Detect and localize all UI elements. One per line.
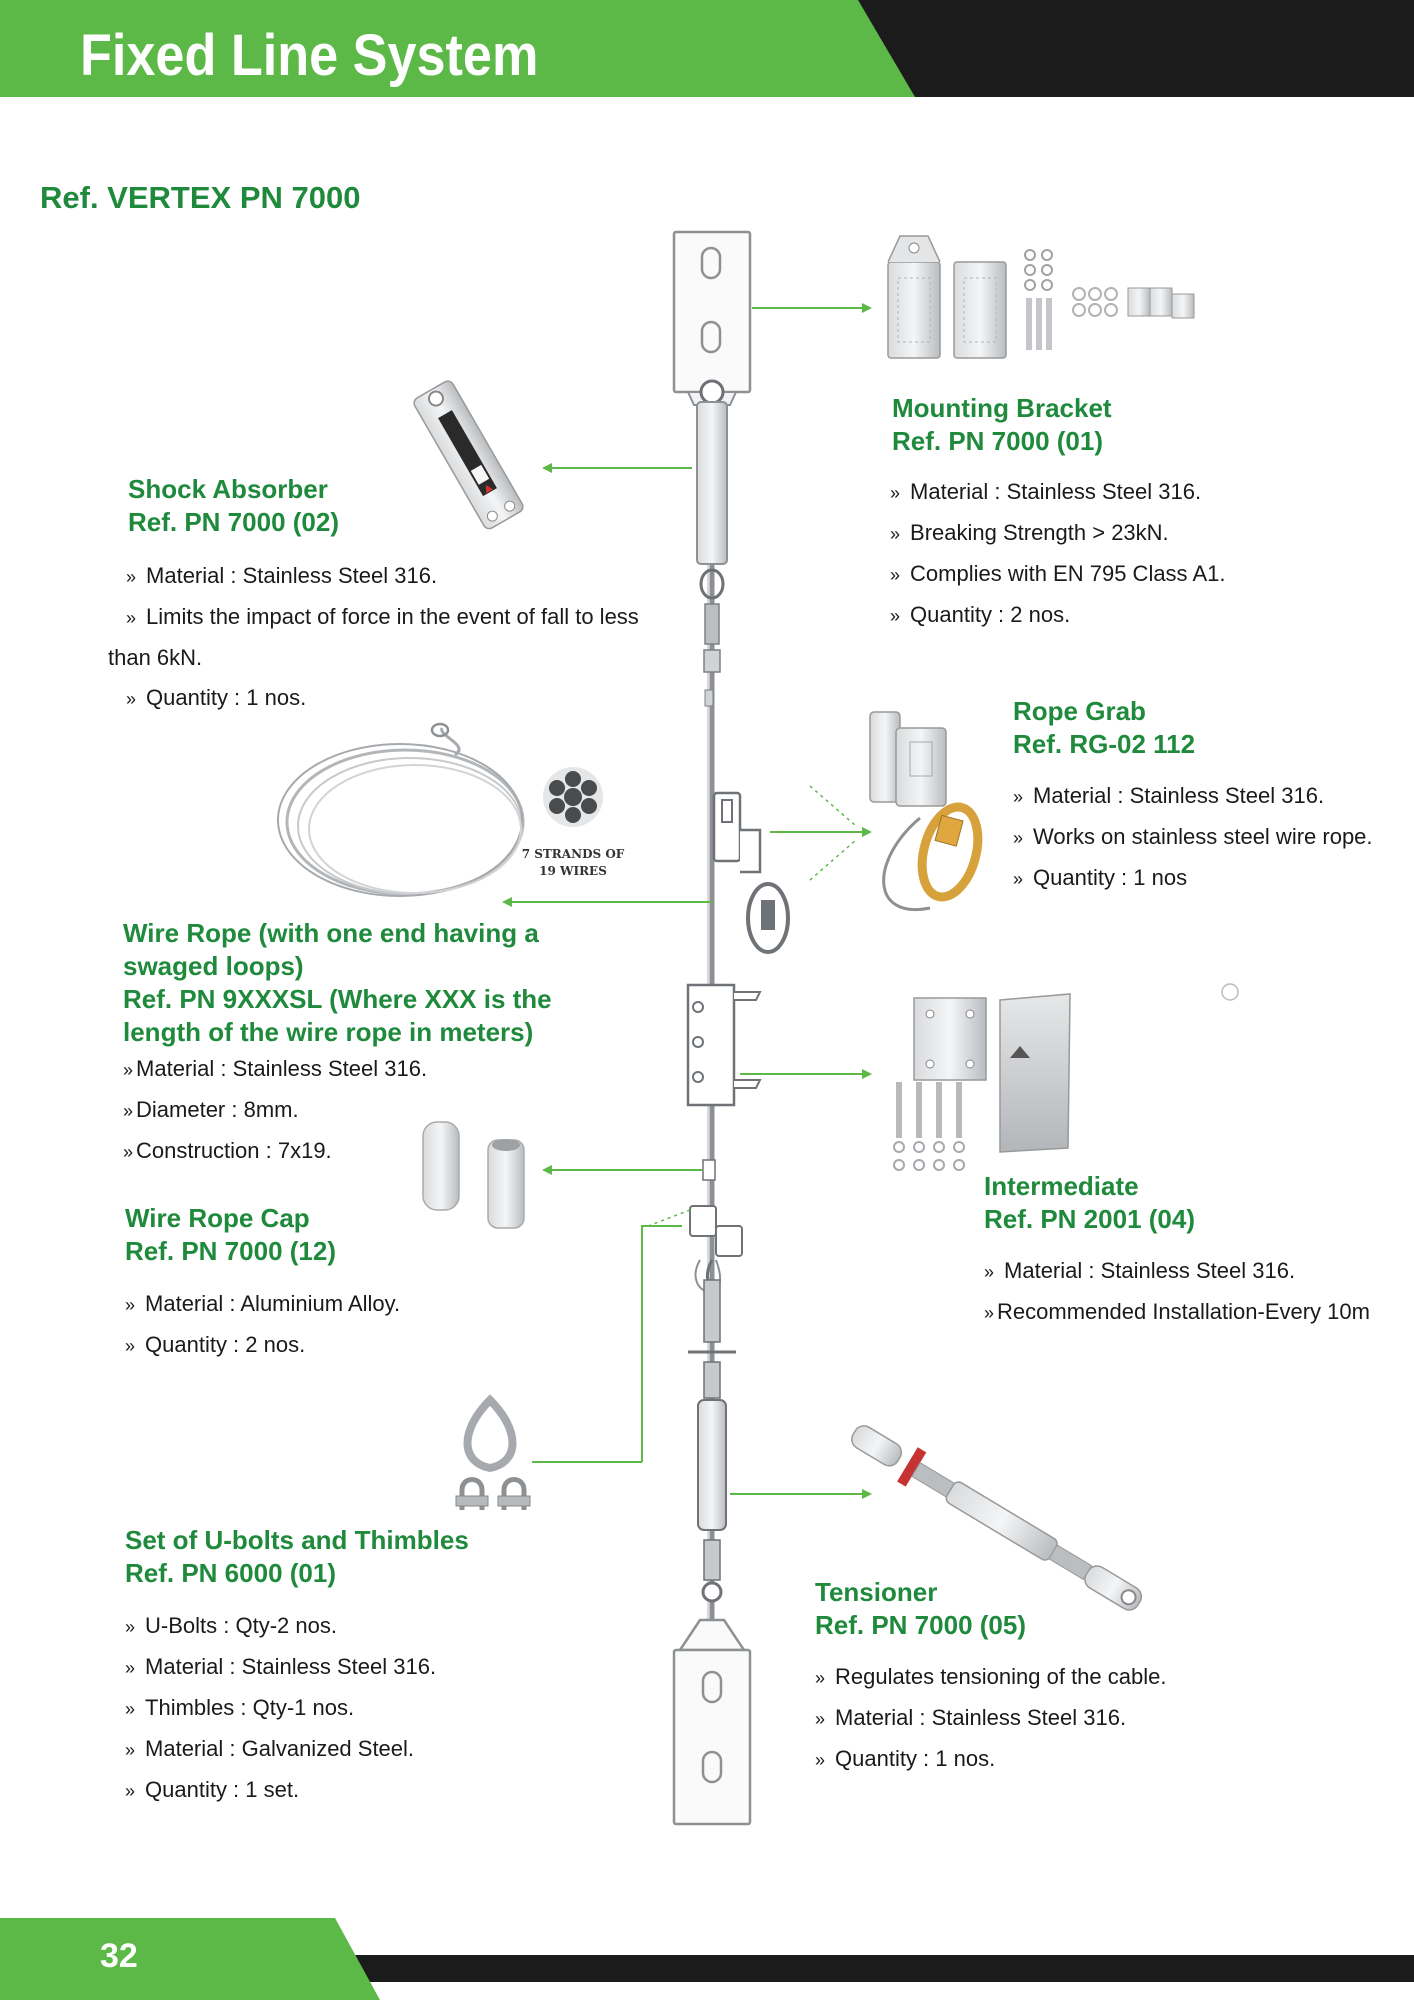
ubolts-ref: Ref. PN 6000 (01) <box>125 1558 336 1588</box>
strands-cross-section-illustration <box>543 767 603 827</box>
spec-item: » Material : Galvanized Steel. <box>125 1736 415 1761</box>
shock-absorber-ref: Ref. PN 7000 (02) <box>128 507 339 537</box>
tensioner-arrow <box>730 1489 872 1499</box>
strands-label-line1: 7 STRANDS OF <box>521 847 625 861</box>
spec-item: » Diameter : 8mm. <box>123 1097 299 1122</box>
wire-rope-ref-line2: length of the wire rope in meters) <box>123 1017 534 1047</box>
wire-rope-cap-specs <box>125 1284 400 1366</box>
wire-rope-ref-line1: Ref. PN 9XXXSL (Where XXX is the <box>123 984 552 1014</box>
wire-rope-cap-ref: Ref. PN 7000 (12) <box>125 1236 336 1266</box>
intermediate-illustration <box>894 984 1238 1170</box>
spec-item: » Complies with EN 795 Class A1. <box>890 561 1226 586</box>
rope-grab-on-cable-drawing <box>714 793 788 952</box>
intermediate-specs <box>984 1251 1370 1333</box>
spec-item: » Works on stainless steel wire rope. <box>1013 824 1373 849</box>
spec-item: » Quantity : 2 nos. <box>890 602 1071 627</box>
spec-item: » Quantity : 2 nos. <box>125 1332 306 1357</box>
mounting-bracket-arrow <box>752 303 872 313</box>
shock-absorber-specs <box>108 556 648 719</box>
thimble-ubolts-illustration <box>456 1400 530 1510</box>
spec-item: » Thimbles : Qty-1 nos. <box>125 1695 355 1720</box>
spec-item: » Material : Stainless Steel 316. <box>984 1258 1296 1283</box>
bottom-bracket-drawing <box>674 1620 750 1824</box>
page-title: Fixed Line System <box>80 23 539 88</box>
spec-item: » Quantity : 1 nos. <box>126 685 307 710</box>
footer-dark-band <box>352 1955 1414 1982</box>
shock-absorber-illustration <box>412 379 525 531</box>
spec-item: » Material : Stainless Steel 316. <box>815 1705 1127 1730</box>
shock-absorber-arrow <box>542 463 692 473</box>
spec-item: » Material : Stainless Steel 316. <box>1013 783 1325 808</box>
ubolts-specs <box>125 1606 436 1811</box>
mounting-bracket-ref: Ref. PN 7000 (01) <box>892 426 1103 456</box>
wire-rope-cap-illustration <box>423 1122 524 1228</box>
spec-item: » Quantity : 1 nos <box>1013 865 1188 890</box>
tensioner-on-cable-drawing <box>688 1280 736 1645</box>
spec-item: » Material : Stainless Steel 316. <box>123 1056 428 1081</box>
wire-rope-cap-on-cable <box>703 1160 715 1180</box>
rope-grab-title: Rope Grab <box>1013 696 1146 726</box>
page-number: 32 <box>100 1937 138 1975</box>
strands-label-line2: 19 WIRES <box>539 864 607 878</box>
mounting-bracket-specs <box>890 472 1225 636</box>
wire-rope-cap-arrow <box>542 1165 702 1175</box>
shock-absorber-title: Shock Absorber <box>128 474 328 504</box>
mounting-bracket-title: Mounting Bracket <box>892 393 1112 423</box>
spec-item: » Limits the impact of force in the event of fall to less than 6kN. <box>108 604 639 670</box>
tensioner-specs <box>815 1657 1166 1780</box>
wire-rope-cap-title: Wire Rope Cap <box>125 1203 310 1233</box>
footer-green-band <box>0 1918 380 2000</box>
wire-rope-coil-illustration <box>278 724 523 896</box>
tensioner-title: Tensioner <box>815 1577 938 1607</box>
wire-rope-title-line2: swaged loops) <box>123 951 304 981</box>
rope-grab-specs <box>1013 776 1373 899</box>
intermediate-title: Intermediate <box>984 1171 1139 1201</box>
intermediate-ref: Ref. PN 2001 (04) <box>984 1204 1195 1234</box>
spec-item: » Recommended Installation-Every 10m <box>984 1299 1370 1324</box>
spec-item: » Construction : 7x19. <box>123 1138 332 1163</box>
spec-item: » Quantity : 1 nos. <box>815 1746 996 1771</box>
rope-grab-illustration <box>870 712 987 910</box>
main-reference: Ref. VERTEX PN 7000 <box>40 180 361 215</box>
spec-item: » Material : Aluminium Alloy. <box>125 1291 401 1316</box>
spec-item: » Material : Stainless Steel 316. <box>890 479 1202 504</box>
ubolts-arrow <box>532 1210 690 1462</box>
tensioner-ref: Ref. PN 7000 (05) <box>815 1610 1026 1640</box>
spec-item: » Material : Stainless Steel 316. <box>125 1654 437 1679</box>
spec-item: » Regulates tensioning of the cable. <box>815 1664 1167 1689</box>
spec-item: » U-Bolts : Qty-2 nos. <box>125 1613 337 1638</box>
intermediate-arrow <box>740 1069 872 1079</box>
spec-item: » Breaking Strength > 23kN. <box>890 520 1169 545</box>
rope-grab-ref: Ref. RG-02 112 <box>1013 729 1196 759</box>
intermediate-on-cable-drawing <box>688 985 760 1105</box>
wire-rope-title-line1: Wire Rope (with one end having a <box>123 918 539 948</box>
rope-grab-arrow <box>770 786 872 880</box>
ubolts-title: Set of U-bolts and Thimbles <box>125 1525 469 1555</box>
spec-item: » Material : Stainless Steel 316. <box>126 563 438 588</box>
wire-rope-arrow <box>502 897 712 907</box>
spec-item: » Quantity : 1 set. <box>125 1777 300 1802</box>
wire-rope-specs <box>123 1049 427 1172</box>
mounting-bracket-illustration <box>888 236 1194 358</box>
